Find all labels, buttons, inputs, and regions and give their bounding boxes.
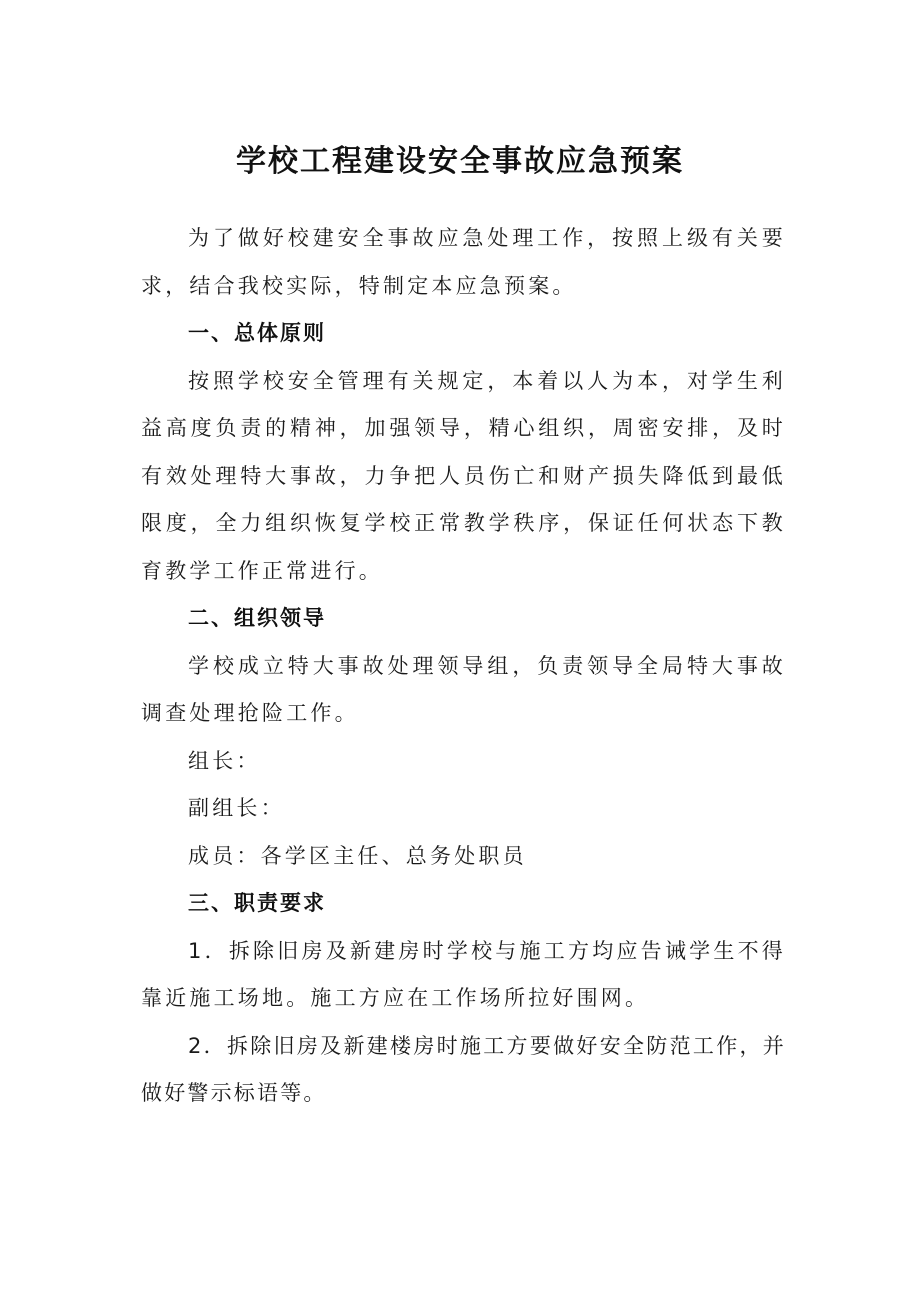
deputy-leader-line: 副组长： (188, 796, 285, 820)
members-line: 成员：各学区主任、总务处职员 (188, 843, 527, 868)
responsibility-item-2: 2．拆除旧房及新建楼房时施工方要做好安全防范工作，并做好警示标语等。 (141, 1033, 786, 1105)
section-heading-principles: 一、总体原则 (188, 321, 326, 345)
leader-line: 组长： (188, 748, 261, 773)
intro-paragraph: 为了做好校建安全事故应急处理工作，按照上级有关要求，结合我校实际，特制定本应急预案。 (141, 226, 786, 298)
responsibility-item-1: 1．拆除旧房及新建房时学校与施工方均应告诫学生不得靠近施工场地。施工方应在工作场所拉好围网。 (141, 938, 786, 1010)
document-title: 学校工程建设安全事故应急预案 (236, 144, 684, 179)
principles-paragraph: 按照学校安全管理有关规定，本着以人为本，对学生利益高度负责的精神，加强领导，精心组织，周密安排，及时有效处理特大事故，力争把人员伤亡和财产损失降低到最低限度，全力组织恢复学校正常教学秩序，保证任何状态下教育教学工作正常进行。 (141, 368, 786, 583)
document-body (141, 215, 786, 1118)
section-heading-organization: 二、组织领导 (188, 606, 326, 630)
section-heading-responsibilities: 三、职责要求 (188, 891, 326, 915)
organization-paragraph: 学校成立特大事故处理领导组，负责领导全局特大事故调查处理抢险工作。 (141, 653, 786, 725)
